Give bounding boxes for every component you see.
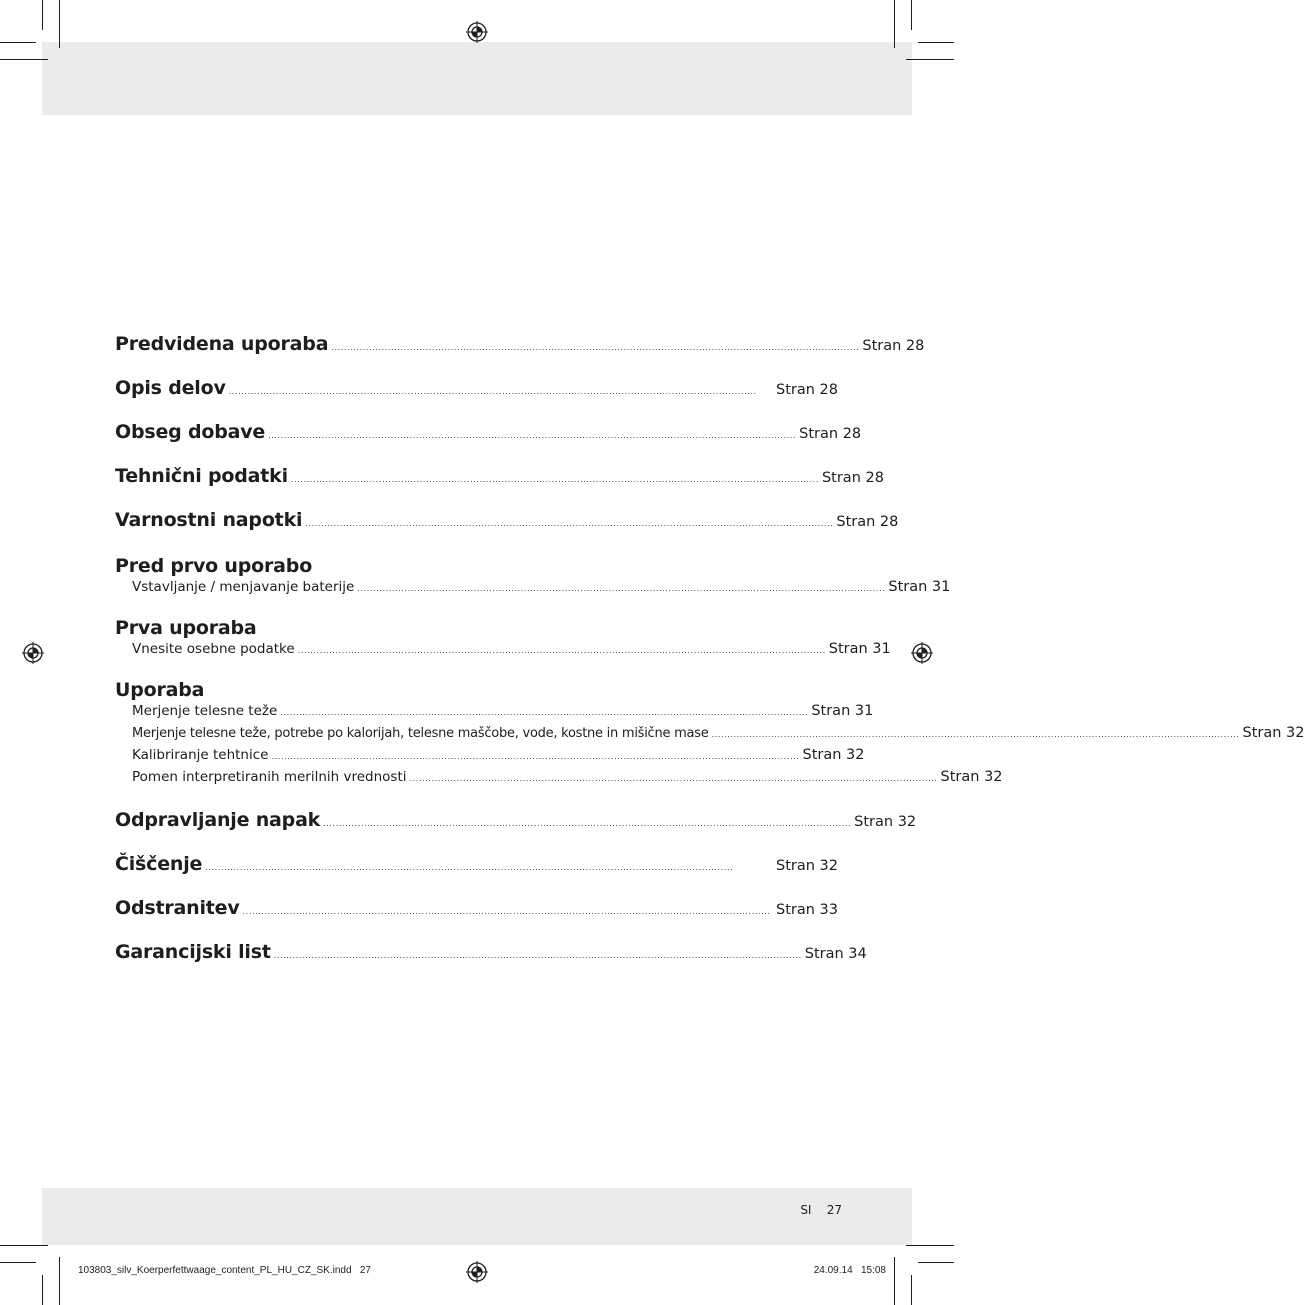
dot-leader: ........................................................................................................................................................................ xyxy=(271,752,800,761)
toc-subentry-title: Merjenje telesne teže xyxy=(132,703,278,719)
toc-subentry-title: Vnesite osebne podatke xyxy=(132,641,295,657)
toc-group-heading[interactable]: Pred prvo uporabo xyxy=(115,555,313,577)
toc-subentry-page: Stran 32 xyxy=(940,769,1003,785)
dot-leader: ........................................................................................................................................................................ xyxy=(711,730,1240,739)
toc-subentry-page: Stran 31 xyxy=(888,579,951,595)
toc-entry[interactable] xyxy=(115,377,838,405)
header-band xyxy=(42,42,912,115)
toc-group-heading[interactable]: Prva uporaba xyxy=(115,617,257,639)
toc-entry-title: Obseg dobave xyxy=(115,421,266,443)
slug-filename: 103803_silv_Koerperfettwaage_content_PL_HU_CZ_SK.indd 27 xyxy=(78,1265,371,1276)
toc-entry[interactable] xyxy=(115,333,925,361)
table-of-contents xyxy=(115,333,1305,985)
toc-subentry[interactable] xyxy=(115,703,874,725)
toc-group-heading[interactable]: Uporaba xyxy=(115,679,205,701)
toc-entry-title: Odpravljanje napak xyxy=(115,809,321,831)
toc-entry-title: Garancijski list xyxy=(115,941,271,963)
toc-entry[interactable] xyxy=(115,897,838,925)
registration-target-icon xyxy=(466,1261,488,1283)
toc-entry-title: Čiščenje xyxy=(115,853,203,875)
dot-leader: ........................................................................................................................................................................ xyxy=(228,387,757,396)
toc-entry-title: Varnostni napotki xyxy=(115,509,303,531)
toc-entry-title: Predvidena uporaba xyxy=(115,333,329,355)
toc-subentry-page: Stran 31 xyxy=(828,641,891,657)
dot-leader: ........................................................................................................................................................................ xyxy=(242,907,771,916)
toc-subentry-page: Stran 31 xyxy=(811,703,874,719)
toc-subentry[interactable] xyxy=(115,725,1305,747)
registration-target-icon xyxy=(466,21,488,43)
toc-subentry-page: Stran 32 xyxy=(1242,725,1305,741)
toc-entry-title: Tehnični podatki xyxy=(115,465,288,487)
toc-subentry[interactable] xyxy=(115,579,951,601)
toc-subentry-title: Merjenje telesne teže, potrebe po kalorijah, telesne maščobe, vode, kostne in mišične mase xyxy=(132,726,709,741)
toc-subentry-title: Pomen interpretiranih merilnih vrednosti xyxy=(132,769,407,785)
page-number: SI 27 xyxy=(800,1203,842,1217)
footer-band xyxy=(42,1188,912,1245)
toc-entry-page: Stran 32 xyxy=(776,858,838,874)
toc-subentry[interactable] xyxy=(115,769,1003,791)
toc-entry-page: Stran 33 xyxy=(776,902,838,918)
toc-entry-title: Odstranitev xyxy=(115,897,240,919)
slug-date: 24.09.14 15:08 xyxy=(813,1265,886,1276)
dot-leader: ........................................................................................................................................................................ xyxy=(323,819,852,828)
dot-leader: ........................................................................................................................................................................ xyxy=(273,951,802,960)
toc-subentry-title: Kalibriranje tehtnice xyxy=(132,747,269,763)
toc-entry[interactable] xyxy=(115,465,884,493)
dot-leader: ........................................................................................................................................................................ xyxy=(205,863,734,872)
dot-leader: ........................................................................................................................................................................ xyxy=(357,584,886,593)
dot-leader: ........................................................................................................................................................................ xyxy=(280,708,809,717)
toc-entry-page: Stran 28 xyxy=(862,338,925,354)
toc-entry-page: Stran 28 xyxy=(776,382,838,398)
toc-group xyxy=(115,615,891,663)
dot-leader: ........................................................................................................................................................................ xyxy=(268,431,797,440)
dot-leader: ........................................................................................................................................................................ xyxy=(290,475,819,484)
toc-subentry[interactable] xyxy=(115,747,865,769)
toc-subentry-page: Stran 32 xyxy=(802,747,865,763)
toc-entry[interactable] xyxy=(115,941,867,969)
toc-entry[interactable] xyxy=(115,421,862,449)
toc-entry-page: Stran 34 xyxy=(804,946,867,962)
registration-target-icon xyxy=(22,642,44,664)
dot-leader: ........................................................................................................................................................................ xyxy=(331,343,860,352)
dot-leader: ........................................................................................................................................................................ xyxy=(305,519,834,528)
toc-entry[interactable] xyxy=(115,809,917,837)
toc-group xyxy=(115,553,951,601)
toc-entry-page: Stran 28 xyxy=(836,514,899,530)
toc-subentry-title: Vstavljanje / menjavanje baterije xyxy=(132,579,355,595)
toc-group xyxy=(115,677,1305,791)
toc-entry-page: Stran 28 xyxy=(799,426,862,442)
toc-subentry[interactable] xyxy=(115,641,891,663)
dot-leader: ........................................................................................................................................................................ xyxy=(297,646,826,655)
registration-target-icon xyxy=(911,642,933,664)
dot-leader: ........................................................................................................................................................................ xyxy=(409,774,938,783)
toc-entry[interactable] xyxy=(115,853,838,881)
toc-entry-page: Stran 32 xyxy=(854,814,917,830)
toc-entry-title: Opis delov xyxy=(115,377,226,399)
toc-entry[interactable] xyxy=(115,509,899,537)
toc-entry-page: Stran 28 xyxy=(821,470,884,486)
